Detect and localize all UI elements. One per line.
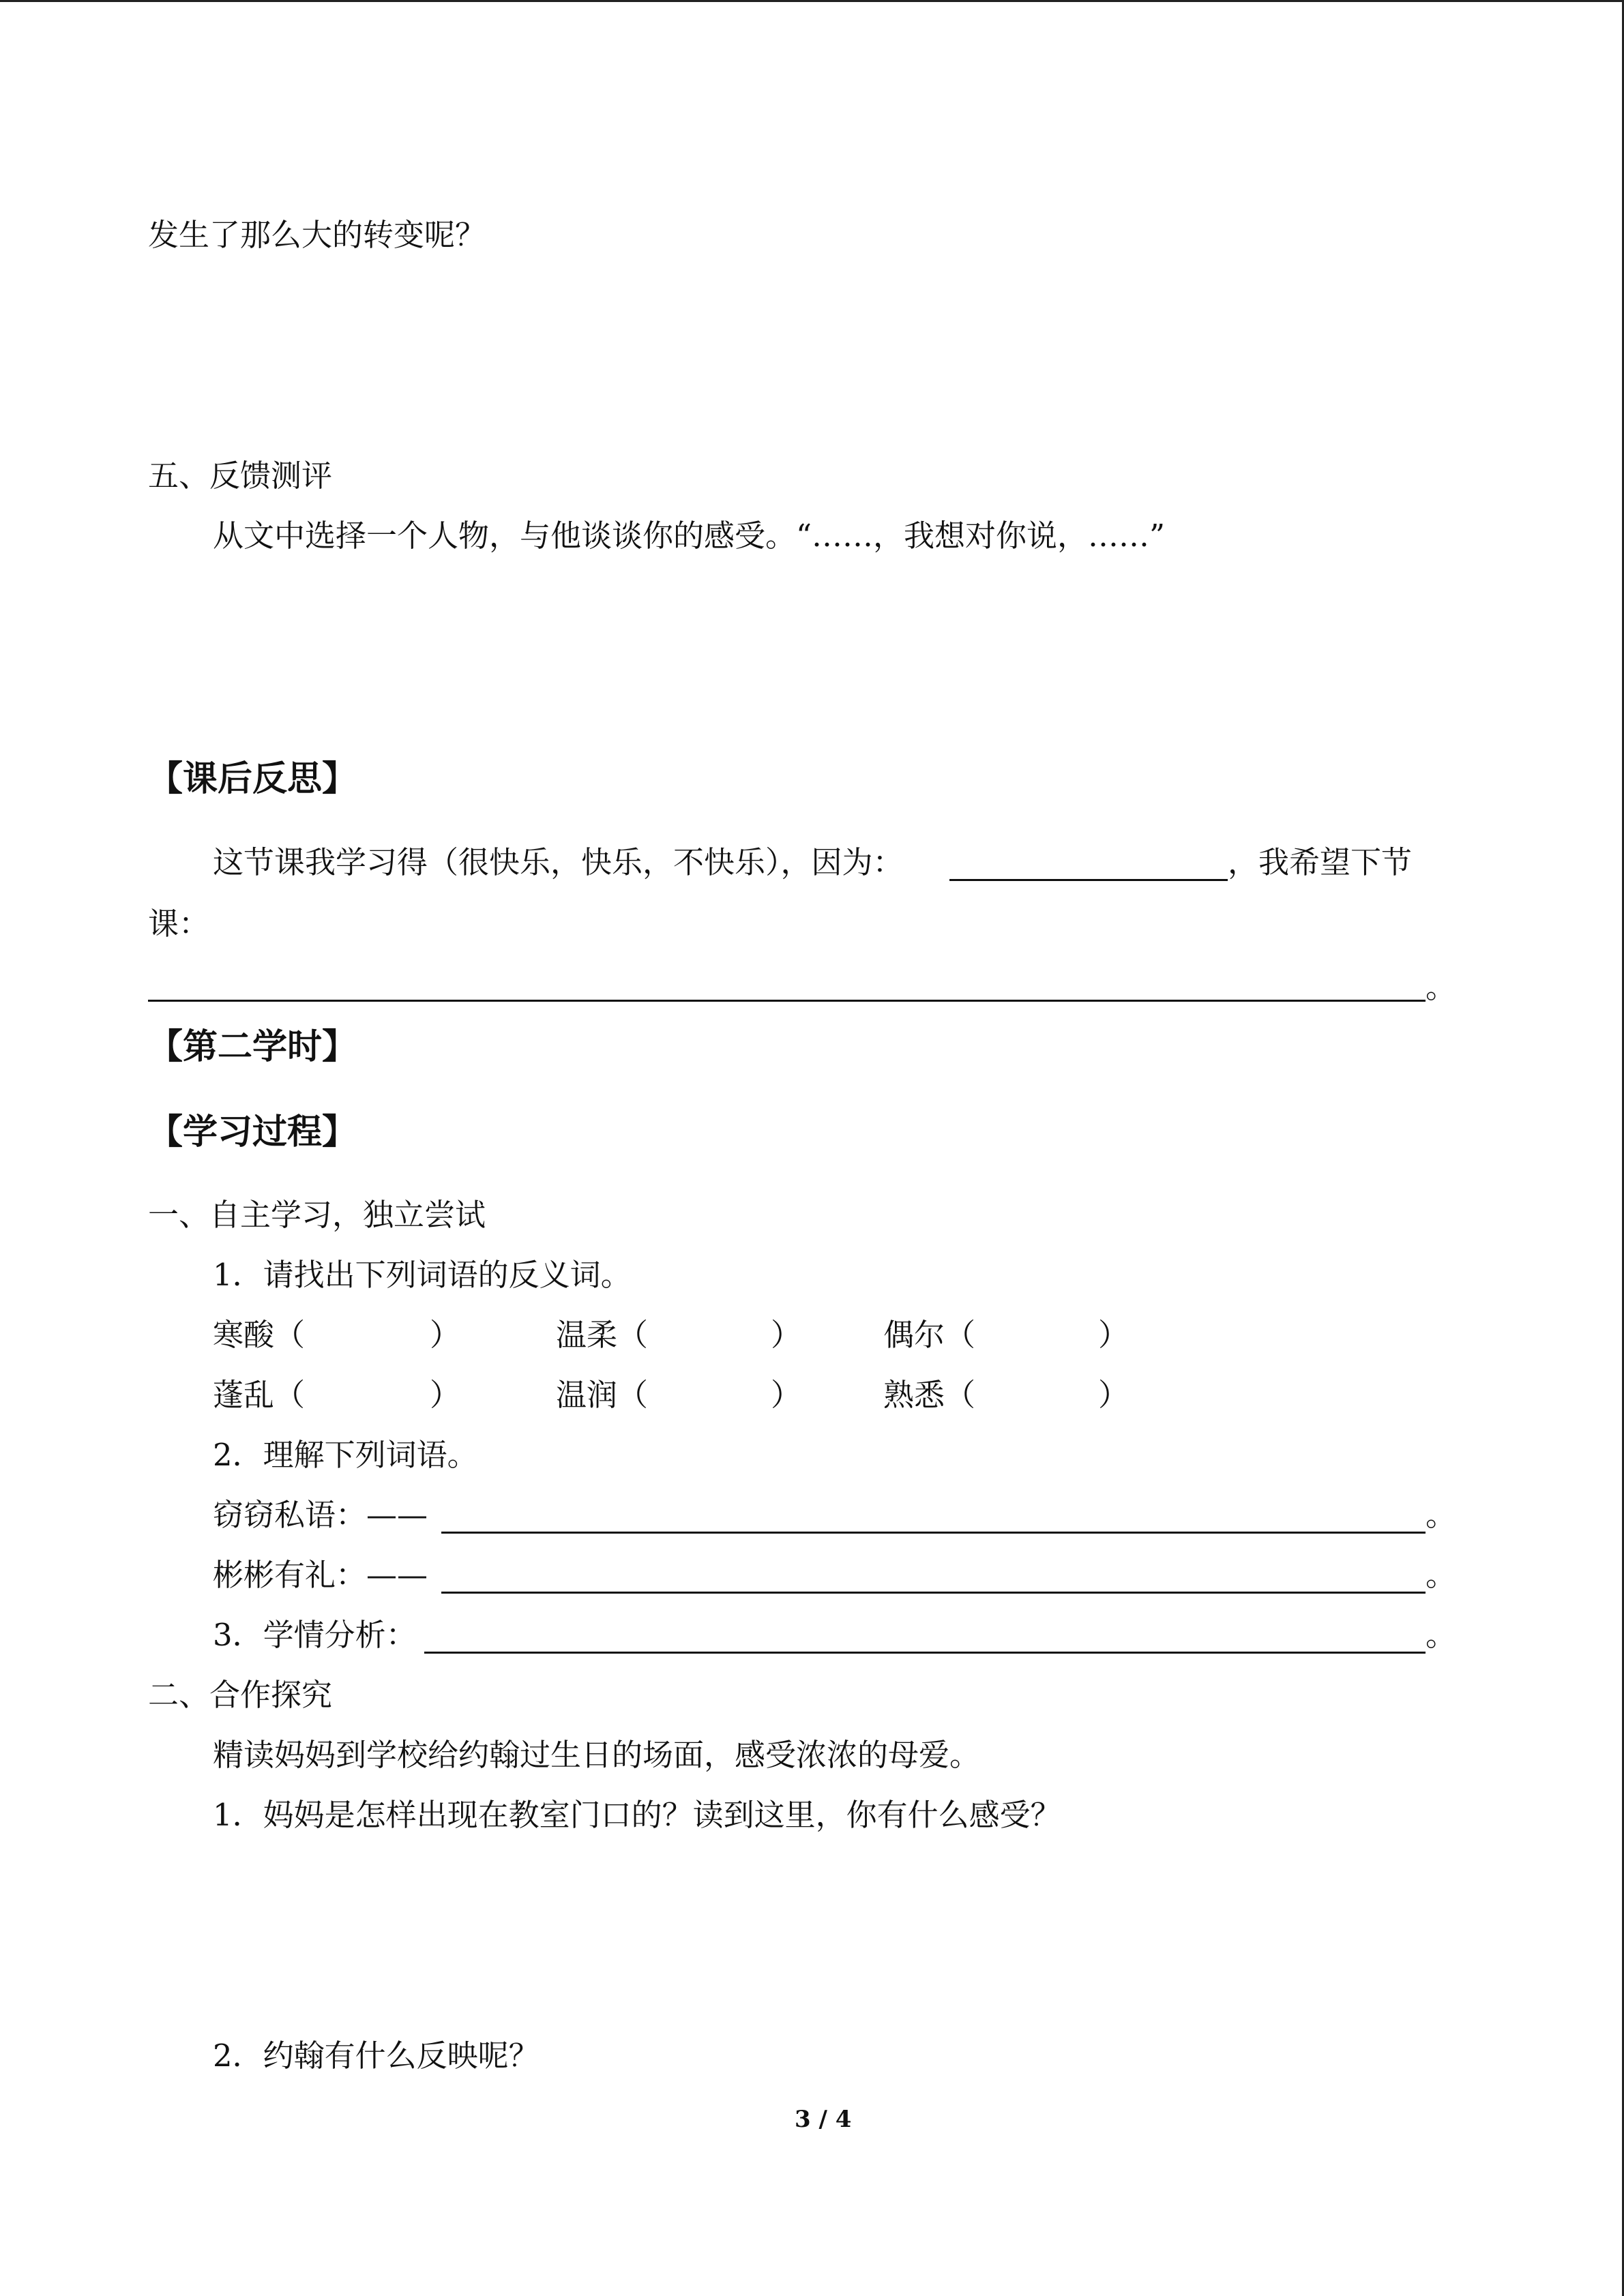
q2-title: 2．理解下列词语。 — [213, 1437, 478, 1473]
antonym-word: 熟悉（ — [883, 1377, 976, 1413]
antonym-word: 蓬乱（ — [213, 1377, 306, 1413]
part1-title: 一、自主学习，独立尝试 — [148, 1197, 486, 1233]
reflection-heading: 【课后反思】 — [148, 759, 357, 799]
part2-question-2: 2．约翰有什么反映呢？ — [213, 2038, 540, 2074]
antonym-close: ） — [771, 1377, 802, 1413]
term-1-blank[interactable] — [441, 1532, 1426, 1534]
part2-question-1: 1．妈妈是怎样出现在教室门口的？读到这里，你有什么感受？ — [213, 1797, 1061, 1833]
section5-title: 五、反馈测评 — [148, 458, 333, 494]
page-number: 3 / 4 — [795, 2106, 852, 2133]
term-2-blank[interactable] — [441, 1592, 1426, 1594]
lesson2-heading: 【第二学时】 — [148, 1027, 357, 1067]
antonym-close: ） — [1098, 1377, 1130, 1413]
antonym-word: 温柔（ — [556, 1317, 649, 1353]
antonym-close: ） — [430, 1377, 461, 1413]
period-mark: 。 — [1426, 1617, 1457, 1653]
period-mark: 。 — [1426, 1497, 1457, 1533]
period-mark: 。 — [1426, 969, 1457, 1005]
q1-title: 1．请找出下列词语的反义词。 — [213, 1257, 632, 1293]
reflection-blank-wish[interactable] — [148, 1000, 1426, 1002]
intro-line-end: 发生了那么大的转变呢？ — [148, 217, 486, 253]
part2-intro: 精读妈妈到学校给约翰过生日的场面，感受浓浓的母爱。 — [213, 1737, 981, 1773]
antonym-close: ） — [1098, 1317, 1130, 1353]
term-2: 彬彬有礼：—— — [213, 1557, 428, 1593]
part2-title: 二、合作探究 — [148, 1677, 333, 1713]
q3-label: 3．学情分析： — [213, 1617, 417, 1653]
section5-text: 从文中选择一个人物，与他谈谈你的感受。“……，我想对你说，……” — [213, 518, 1166, 554]
reflection-text-a: 这节课我学习得（很快乐，快乐，不快乐），因为： — [213, 844, 904, 880]
page-border-top — [0, 0, 1624, 2]
term-1: 窃窃私语：—— — [213, 1497, 428, 1533]
antonym-word: 寒酸（ — [213, 1317, 306, 1353]
reflection-text-c: 课： — [148, 906, 210, 942]
antonym-close: ） — [771, 1317, 802, 1353]
antonym-word: 偶尔（ — [883, 1317, 976, 1353]
process-heading: 【学习过程】 — [148, 1112, 357, 1152]
reflection-text-b: ，我希望下节 — [1228, 844, 1413, 880]
antonym-word: 温润（ — [556, 1377, 649, 1413]
q3-blank[interactable] — [424, 1652, 1426, 1654]
period-mark: 。 — [1426, 1557, 1457, 1593]
reflection-blank-reason[interactable] — [949, 879, 1228, 881]
antonym-close: ） — [430, 1317, 461, 1353]
